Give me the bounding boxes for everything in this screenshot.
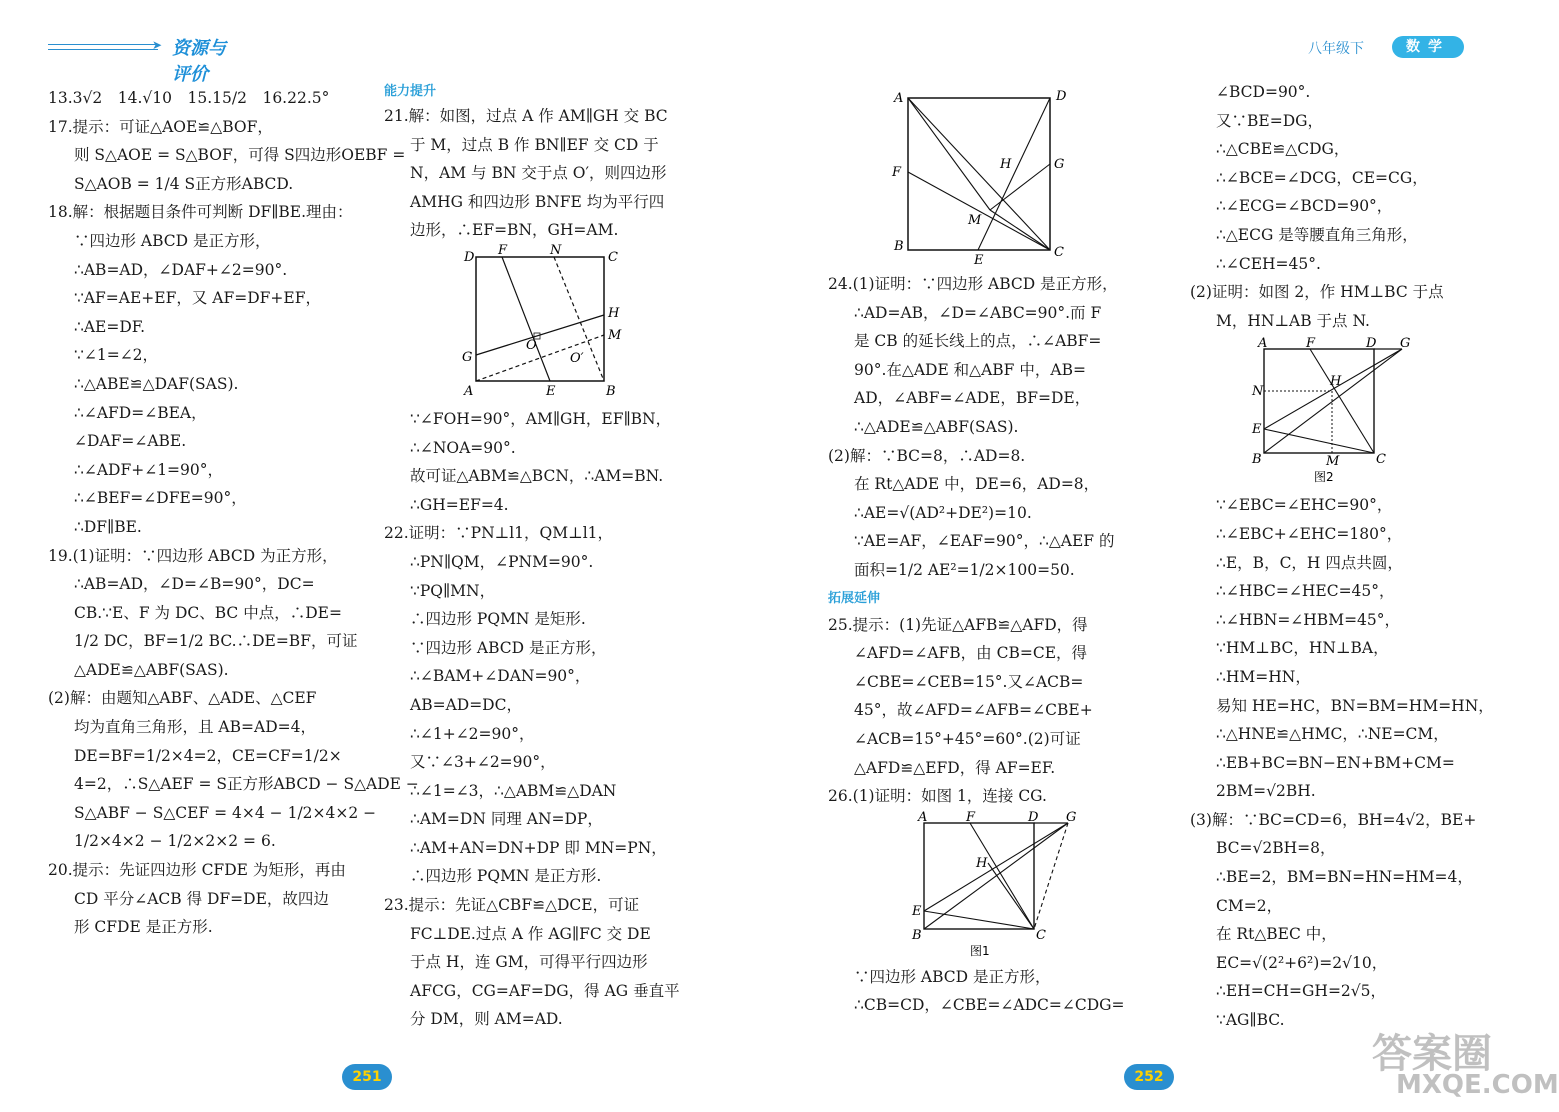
square-outline xyxy=(476,257,604,381)
text-line: ∴△HNE≌△HMC，∴NE=CM， xyxy=(1216,725,1449,744)
fig26a-label: H xyxy=(976,855,988,871)
text-line: AB=AD=DC， xyxy=(410,695,522,714)
text-line: 23.提示：先证△CBF≌△DCE，可证 xyxy=(384,896,640,915)
text-line: CM=2， xyxy=(1216,896,1283,915)
text-line: 4=2，∴S△AEF = S正方形ABCD − S△ADE − xyxy=(74,775,419,794)
fig21-label: M xyxy=(608,327,622,343)
fig26b-label: M xyxy=(1326,454,1340,470)
fig24-label: A xyxy=(894,91,904,106)
text-line: ∴△ABE≌△DAF(SAS). xyxy=(74,374,239,393)
text-line: 45°，故∠AFD=∠AFB=∠CBE+ xyxy=(854,701,1093,720)
text-line: (2)解：由题知△ABF、△ADE、△CEF xyxy=(48,689,317,708)
fig26b-label: N xyxy=(1252,384,1264,400)
figure-caption: 图1 xyxy=(970,943,990,958)
text-line: 边形，∴EF=BN，GH=AM. xyxy=(410,221,619,240)
fig26b-label: B xyxy=(1252,452,1262,468)
text-line: 易知 HE=HC，BN=BM=HM=HN， xyxy=(1216,696,1494,715)
text-line: ∴∠HBC=∠HEC=45°， xyxy=(1216,582,1395,601)
fig21-label: G xyxy=(462,349,473,365)
fig24-label: M xyxy=(968,213,982,228)
text-line: 1/2 DC，BF=1/2 BC.∴DE=BF，可证 xyxy=(74,632,358,651)
text-line: ∴∠BCE=∠DCG，CE=CG， xyxy=(1216,168,1428,187)
text-line: N，AM 与 BN 交于点 O′，则四边形 xyxy=(410,164,667,183)
text-line: S△AOB = 1/4 S正方形ABCD. xyxy=(74,174,294,193)
fig24-label: E xyxy=(974,253,984,268)
text-line: ∴CB=CD，∠CBE=∠ADC=∠CDG= xyxy=(854,996,1125,1015)
text-line: ∵四边形 ABCD 是正方形， xyxy=(410,638,607,657)
text-line: CD 平分∠ACB 得 DF=DE，故四边 xyxy=(74,889,329,908)
fig21-label: O xyxy=(526,337,537,353)
section-title-extension: 拓展延伸 xyxy=(828,590,881,606)
text-line: 25.提示：(1)先证△AFB≌△AFD，得 xyxy=(828,615,1088,634)
text-line: ∴∠CEH=45°. xyxy=(1216,254,1321,273)
text-line: 20.提示：先证四边形 CFDE 为矩形，再由 xyxy=(48,861,346,880)
text-line: 均为直角三角形，且 AB=AD=4， xyxy=(74,718,316,737)
segment-am xyxy=(476,335,604,381)
q21-text xyxy=(384,102,704,245)
text-line: 13.3√2 14.√10 15.15/2 16.22.5° xyxy=(48,89,330,107)
text-line: ∵∠FOH=90°，AM∥GH，EF∥BN， xyxy=(410,409,672,428)
text-line: ∴AE=DF. xyxy=(74,317,146,336)
fig21-label: E xyxy=(546,383,556,399)
text-line: 于点 H，连 GM，可得平行四边形 xyxy=(410,953,648,972)
text-line: 是 CB 的延长线上的点，∴∠ABF= xyxy=(854,332,1102,351)
text-line: 17.提示：可证△AOE≌△BOF， xyxy=(48,117,273,136)
fig24-label: H xyxy=(1000,157,1012,172)
fig24-label: G xyxy=(1054,157,1065,172)
fig26b-label: C xyxy=(1376,452,1386,468)
text-line: ∠DAF=∠ABE. xyxy=(74,432,187,451)
text-line: ∴AB=AD，∠DAF+∠2=90°. xyxy=(74,260,288,279)
q25-26-text xyxy=(828,611,1148,811)
text-line: 故可证△ABM≌△BCN，∴AM=BN. xyxy=(410,467,664,486)
fig26a-label: E xyxy=(912,903,922,919)
fig21-label: B xyxy=(606,383,616,399)
segment-ef xyxy=(502,257,550,381)
q21-23-text xyxy=(384,405,704,1034)
fig21-label: C xyxy=(608,249,618,265)
text-line: ∴∠BAM+∠DAN=90°， xyxy=(410,667,591,686)
figure-caption: 图2 xyxy=(1314,470,1334,485)
page-number-left: 251 xyxy=(342,1064,392,1090)
text-line: △AFD≌△EFD，得 AF=EF. xyxy=(854,758,1056,777)
watermark-url: MXQE.COM xyxy=(1396,1070,1559,1100)
text-line: ∴HM=HN， xyxy=(1216,667,1311,686)
text-line: ∴∠BEF=∠DFE=90°， xyxy=(74,489,247,508)
text-line: 21.解：如图，过点 A 作 AM∥GH 交 BC xyxy=(384,107,668,125)
text-line: ∴DF∥BE. xyxy=(74,517,142,536)
text-line: 26.(1)证明：如图 1，连接 CG. xyxy=(828,787,1047,806)
text-line: 又∵BE=DG， xyxy=(1216,111,1324,130)
text-line: ∴AM+AN=DN+DP 即 MN=PN， xyxy=(410,838,667,857)
column-2 xyxy=(384,82,704,1034)
text-line: ∠BCD=90°. xyxy=(1216,83,1311,101)
fig26b-label: E xyxy=(1252,422,1262,438)
text-line: (3)解：∵BC=CD=6，BH=4√2，BE+ xyxy=(1190,810,1477,829)
q26-continued xyxy=(828,963,1148,1020)
text-line: ∠AFD=∠AFB，由 CB=CE，得 xyxy=(854,644,1088,663)
brand-line xyxy=(48,44,158,50)
fig26a-label: D xyxy=(1028,809,1039,825)
text-line: 在 Rt△ADE 中，DE=6，AD=8， xyxy=(854,475,1100,494)
text-line: 18.解：根据题目条件可判断 DF∥BE.理由： xyxy=(48,203,353,222)
text-line: ∵AF=AE+EF，又 AF=DF+EF， xyxy=(74,289,321,308)
text-line: ∴△ADE≌△ABF(SAS). xyxy=(854,417,1019,436)
text-line: BC=√2BH=8， xyxy=(1216,839,1336,858)
fig26a-label: B xyxy=(912,927,922,943)
text-line: 形 CFDE 是正方形. xyxy=(74,918,213,937)
grade-label: 八年级下 xyxy=(1308,41,1364,57)
text-line: ∴BE=2，BM=BN=HN=HM=4， xyxy=(1216,868,1473,887)
figure-q23 xyxy=(828,84,1128,268)
text-line: 于 M，过点 B 作 BN∥EF 交 CD 于 xyxy=(410,135,659,154)
text-line: 24.(1)证明：∵四边形 ABCD 是正方形， xyxy=(828,275,1118,293)
text-line: ∴△CBE≌△CDG， xyxy=(1216,140,1350,159)
text-line: 则 S△AOE = S△BOF，可得 S四边形OEBF = xyxy=(74,146,406,165)
text-line: ∴∠AFD=∠BEA， xyxy=(74,403,207,422)
text-line: ∴AM=DN 同理 AN=DP， xyxy=(410,810,603,829)
fig21-label: A xyxy=(464,383,474,399)
text-line: ∴∠1=∠3，∴△ABM≌△DAN xyxy=(410,781,617,800)
fig24-label: B xyxy=(894,239,904,254)
fig26b-label: H xyxy=(1330,374,1342,390)
text-line: 又∵∠3+∠2=90°， xyxy=(410,753,556,772)
section-title-ability: 能力提升 xyxy=(384,84,437,99)
text-line: ∴∠1+∠2=90°， xyxy=(410,724,535,743)
fig26a-label: C xyxy=(1036,927,1046,943)
text-line: ∠ACB=15°+45°=60°.(2)可证 xyxy=(854,729,1081,748)
column-3 xyxy=(828,84,1148,1020)
fig24-label: C xyxy=(1054,245,1064,260)
text-line: ∴∠HBN=∠HBM=45°， xyxy=(1216,610,1401,629)
text-line: ∵四边形 ABCD 是正方形， xyxy=(74,231,271,250)
text-line: ∵∠1=∠2， xyxy=(74,346,159,365)
text-line: FC⊥DE.过点 A 作 AG∥FC 交 DE xyxy=(410,924,651,943)
fig26b-label: F xyxy=(1306,336,1316,352)
text-line: 在 Rt△BEC 中， xyxy=(1216,925,1337,944)
column-4 xyxy=(1190,78,1510,1035)
text-line: ∴EB+BC=BN−EN+BM+CM= xyxy=(1216,753,1455,772)
text-line: ∴∠NOA=90°. xyxy=(410,438,516,457)
text-line: AD，∠ABF=∠ADE，BF=DE， xyxy=(854,389,1091,408)
fig26b-label: G xyxy=(1400,336,1411,352)
watermark-logo: 答案圈 xyxy=(1372,1031,1492,1077)
q26-part2-3-text xyxy=(1190,491,1510,1034)
text-line: EC=√(2²+6²)=2√10， xyxy=(1216,953,1388,972)
fig21-label: N xyxy=(550,242,562,258)
fig21-label: F xyxy=(498,242,508,258)
fig26a-label: A xyxy=(918,809,928,825)
figure-q26-1 xyxy=(828,809,1128,959)
arrow-icon: ➤ xyxy=(152,38,163,52)
text-line: ∴PN∥QM，∠PNM=90°. xyxy=(410,552,594,571)
fig24-label: D xyxy=(1056,89,1067,104)
text-line: ∠CBE=∠CEB=15°.又∠ACB= xyxy=(854,672,1084,691)
text-line: ∴∠ECG=∠BCD=90°， xyxy=(1216,197,1393,216)
page-number-right: 252 xyxy=(1124,1064,1174,1090)
text-line: 19.(1)证明：∵四边形 ABCD 为正方形， xyxy=(48,546,338,565)
text-line: ∵HM⊥BC，HN⊥BA， xyxy=(1216,639,1389,658)
text-line: 22.证明：∵PN⊥l1，QM⊥l1， xyxy=(384,524,614,543)
text-line: ∴∠EBC+∠EHC=180°， xyxy=(1216,524,1403,543)
subject-badge: 数学 xyxy=(1392,36,1464,58)
text-line: 面积=1/2 AE²=1/2×100=50. xyxy=(854,560,1075,579)
text-line: (2)解：∵BC=8，∴AD=8. xyxy=(828,446,1026,465)
text-line: ∴△ECG 是等腰直角三角形， xyxy=(1216,225,1418,244)
text-line: S△ABF − S△CEF = 4×4 − 1/2×4×2 − xyxy=(74,803,377,822)
text-line: ∵∠EBC=∠EHC=90°， xyxy=(1216,496,1393,515)
text-line: CB.∵E、F 为 DC、BC 中点，∴DE= xyxy=(74,603,342,622)
text-line: DE=BF=1/2×4=2，CE=CF=1/2× xyxy=(74,746,342,765)
text-line: 分 DM，则 AM=AD. xyxy=(410,1010,563,1029)
text-line: ∴AD=AB，∠D=∠ABC=90°.而 F xyxy=(854,303,1102,322)
fig21-label: O′ xyxy=(570,350,584,366)
fig24-label: F xyxy=(892,165,902,180)
q24-text xyxy=(828,270,1148,585)
text-line: ∴∠ADF+∠1=90°， xyxy=(74,460,224,479)
fig26b-label: A xyxy=(1258,336,1268,352)
text-line: ∴AE=√(AD²+DE²)=10. xyxy=(854,503,1032,522)
text-line: ∴GH=EF=4. xyxy=(410,495,509,514)
fig26b-label: D xyxy=(1366,336,1377,352)
text-line: 2BM=√2BH. xyxy=(1216,782,1316,801)
text-line: ∴EH=CH=GH=2√5， xyxy=(1216,982,1387,1001)
q26-part1-text xyxy=(1190,78,1510,335)
text-line: △ADE≌△ABF(SAS). xyxy=(74,660,229,679)
text-line: 1/2×4×2 − 1/2×2×2 = 6. xyxy=(74,832,276,851)
text-line: ∴四边形 PQMN 是矩形. xyxy=(410,610,586,629)
figure-q26-2 xyxy=(1190,336,1490,487)
text-line: (2)证明：如图 2，作 HM⊥BC 于点 xyxy=(1190,283,1444,302)
text-line: AFCG，CG=AF=DG，得 AG 垂直平 xyxy=(410,981,680,1000)
text-line: ∵AG∥BC. xyxy=(1216,1011,1285,1030)
text-line: AMHG 和四边形 BNFE 均为平行四 xyxy=(410,192,665,211)
brand-text: 资源与评价 xyxy=(172,38,226,85)
text-line: ∵AE=AF，∠EAF=90°，∴△AEF 的 xyxy=(854,532,1115,551)
text-line: ∴AB=AD，∠D=∠B=90°，DC= xyxy=(74,575,315,594)
text-line: ∴E，B，C，H 四点共圆， xyxy=(1216,553,1403,572)
text-line: ∴四边形 PQMN 是正方形. xyxy=(410,867,602,886)
fig21-label: H xyxy=(608,305,620,321)
brand-logo xyxy=(48,34,238,85)
text-line: ∵四边形 ABCD 是正方形， xyxy=(854,967,1051,986)
text-line: M，HN⊥AB 于点 N. xyxy=(1216,311,1370,330)
fig21-label: D xyxy=(464,249,475,265)
fig26a-label: F xyxy=(966,809,976,825)
fig26a-label: G xyxy=(1066,809,1077,825)
text-line: 90°.在△ADE 和△ABF 中，AB= xyxy=(854,360,1086,379)
figure-q21 xyxy=(378,242,678,401)
text-line: ∵PQ∥MN， xyxy=(410,581,496,600)
